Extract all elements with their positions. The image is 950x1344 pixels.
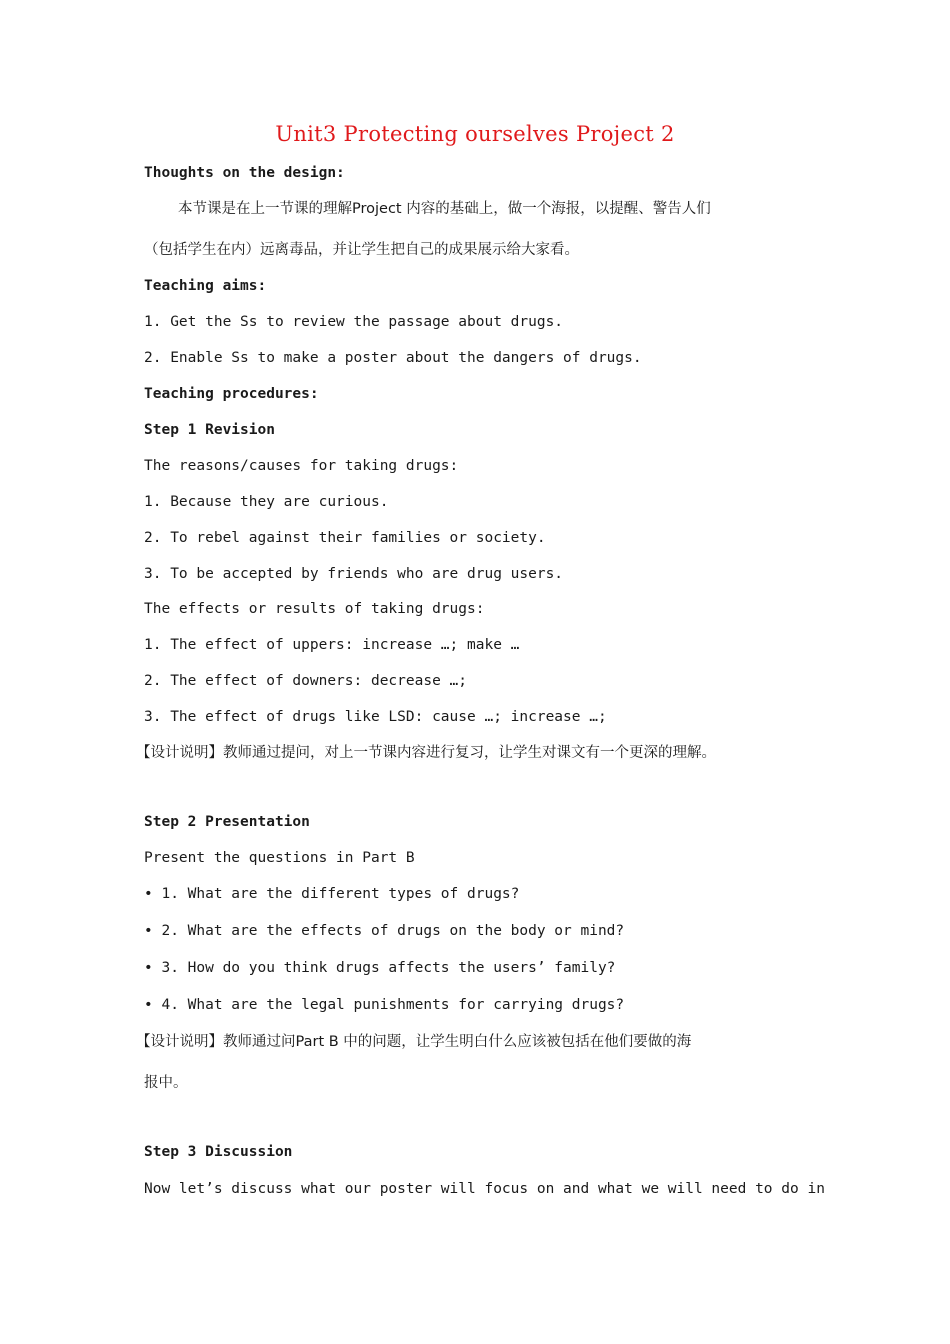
question-item: • 1. What are the different types of drugs? xyxy=(144,886,520,902)
step2-design-note-line-2: 报中。 xyxy=(144,1075,188,1091)
thoughts-text-line-1: 本节课是在上一节课的理解Project 内容的基础上，做一个海报，以提醒、警告人们 xyxy=(178,201,711,217)
effect-item: 2. The effect of downers: decrease …; xyxy=(144,673,468,689)
aims-heading: Teaching aims: xyxy=(144,278,267,294)
effect-item: 3. The effect of drugs like LSD: cause …; increase …; xyxy=(144,709,607,725)
effects-intro: The effects or results of taking drugs: xyxy=(144,601,485,617)
step2-design-note-line-1: 【设计说明】教师通过问Part B 中的问题，让学生明白什么应该被包括在他们要做的海 xyxy=(136,1034,692,1050)
question-item: • 2. What are the effects of drugs on the body or mind? xyxy=(144,923,625,939)
effect-item: 1. The effect of uppers: increase …; make … xyxy=(144,637,520,653)
step3-heading: Step 3 Discussion xyxy=(144,1144,293,1160)
reason-item: 2. To rebel against their families or society. xyxy=(144,530,546,546)
step1-design-note: 【设计说明】教师通过提问，对上一节课内容进行复习，让学生对课文有一个更深的理解。 xyxy=(136,745,716,761)
thoughts-heading: Thoughts on the design: xyxy=(144,165,345,181)
reason-item: 1. Because they are curious. xyxy=(144,494,389,510)
step3-text-line-1: Now let’s discuss what our poster will focus on and what we will need to do in xyxy=(144,1181,825,1197)
reasons-intro: The reasons/causes for taking drugs: xyxy=(144,458,459,474)
question-item: • 4. What are the legal punishments for carrying drugs? xyxy=(144,997,625,1013)
step2-heading: Step 2 Presentation xyxy=(144,814,310,830)
question-item: • 3. How do you think drugs affects the users’ family? xyxy=(144,960,616,976)
step1-heading: Step 1 Revision xyxy=(144,422,275,438)
procedures-heading: Teaching procedures: xyxy=(144,386,319,402)
aim-item: 2. Enable Ss to make a poster about the dangers of drugs. xyxy=(144,350,642,366)
step2-intro: Present the questions in Part B xyxy=(144,850,415,866)
thoughts-text-line-2: （包括学生在内）远离毒品，并让学生把自己的成果展示给大家看。 xyxy=(144,242,579,258)
document-title: Unit3 Protecting ourselves Project 2 xyxy=(275,122,675,146)
reason-item: 3. To be accepted by friends who are drug users. xyxy=(144,566,564,582)
aim-item: 1. Get the Ss to review the passage about drugs. xyxy=(144,314,564,330)
